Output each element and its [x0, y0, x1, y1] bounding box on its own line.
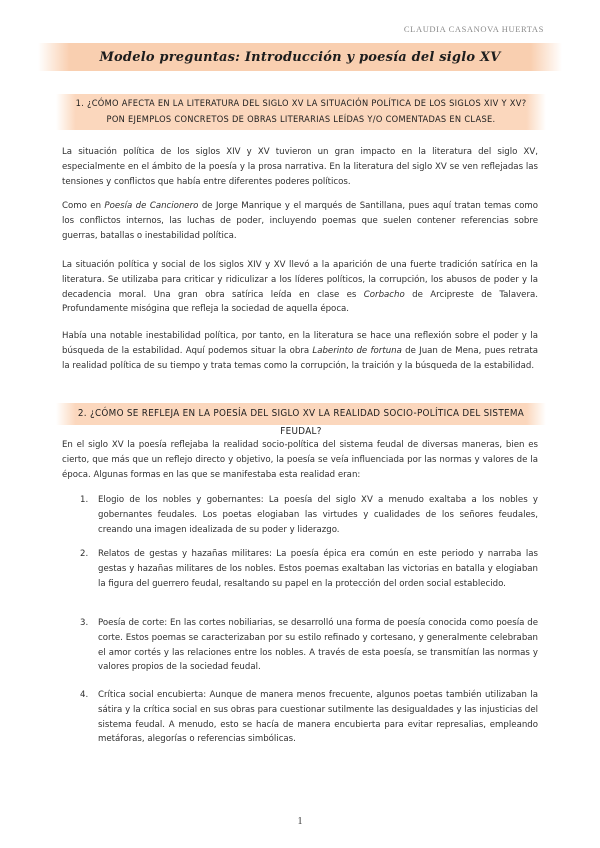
text-span: Había una notable inestabilidad política, por tanto, en la literatura se hace una reflexión sobre el poder y la búsqueda de la estabilidad. Aquí podemos situar la obra: [62, 331, 538, 356]
author-name: CLAUDIA CASANOVA HUERTAS: [403, 24, 544, 34]
text-span: de Arcipreste de Talavera. Profundamente misógina que refleja la sociedad de aquella época.: [62, 289, 538, 315]
title-banner: [38, 43, 562, 71]
answer-1-paragraph-2: [62, 199, 538, 243]
text-span: de Juan de Mena, pues retrata la realidad política de su tiempo y trata temas como la corrupción, la traición y la búsqueda de la estabilidad.: [62, 345, 538, 371]
answer-2-intro: En el siglo XV la poesía reflejaba la realidad socio-política del sistema feudal de diversas maneras, bien es cierto, que más que un reflejo directo y objetivo, la poesía se veía influenciada por las normas y valores de la época. Algunas formas en las que se manifestaba esta realidad eran:: [62, 440, 538, 480]
list-item-number: 1.: [80, 495, 89, 505]
question-1-banner: [56, 94, 546, 130]
list-item-number: 3.: [80, 618, 89, 628]
list-item: [62, 547, 538, 591]
answer-1-paragraph-4: [62, 329, 538, 373]
list-item-text: Crítica social encubierta: Aunque de manera menos frecuente, algunos poetas también utilizaban la sátira y la crítica social en sus obras para cuestionar sutilmente las desigualdades y las injusticias del sistema feudal. A menudo, esto se hacía de manera encubierta para evitar represalias, empleando metáforas, alegorías o referencias simbólicas.: [98, 690, 538, 745]
question-2-banner: [56, 403, 546, 437]
text-span: de Jorge Manrique y el marqués de Santillana, pues aquí tratan temas como los conflictos internos, las luchas de poder, incluyendo poemas que suelen contener referencias sobre guerras, batallas o inestabilidad política.: [62, 201, 538, 241]
work-title: Laberinto de fortuna: [312, 345, 402, 356]
question-2-text: 2. ¿CÓMO SE REFLEJA EN LA POESÍA DEL SIGLO XV LA REALIDAD SOCIO-POLÍTICA DEL SISTEMA FEUDAL?: [77, 408, 525, 437]
work-title: Poesía de Cancionero: [104, 201, 199, 211]
list-item: [62, 688, 538, 747]
answer-1-paragraph-3: [62, 258, 538, 317]
answer-1-paragraph-1: La situación política de los siglos XIV y XV tuvieron un gran impacto en la literatura del siglo XV, especialmente en el ámbito de la poesía y la prosa narrativa. En la literatura del siglo XV se ven reflejadas las tensiones y conflictos que había entre diferentes poderes políticos.: [62, 147, 538, 187]
list-item: [62, 493, 538, 537]
text-span: La situación política y social de los siglos XIV y XV llevó a la aparición de una fuerte tradición satírica en la literatura. Se utilizaba para criticar y ridiculizar a los líderes políticos, la corrupción, los abusos de poder y la decadencia moral. Una gran obra satírica leída en clase es: [62, 260, 538, 300]
list-item: [62, 616, 538, 675]
text-span: Como en: [62, 201, 105, 211]
work-title: Corbacho: [363, 289, 405, 300]
page-number: 1: [297, 816, 303, 827]
list-item-number: 2.: [80, 549, 89, 559]
page-title: Modelo preguntas: Introducción y poesía del siglo XV: [99, 49, 501, 65]
list-item-text: Poesía de corte: En las cortes nobiliarias, se desarrolló una forma de poesía conocida como poesía de corte. Estos poemas se caracterizaban por su estilo refinado y cortesano, y generalmente celebraban el amor cortés y las relaciones entre los nobles. A través de esta poesía, se transmitían las normas y valores propios de la sociedad feudal.: [98, 618, 538, 673]
list-item-number: 4.: [80, 690, 89, 700]
question-1-text: 1. ¿CÓMO AFECTA EN LA LITERATURA DEL SIGLO XV LA SITUACIÓN POLÍTICA DE LOS SIGLOS XIV Y XV? PON EJEMPLOS CONCRETOS DE OBRAS LITERARIAS LEÍDAS Y/O COMENTADAS EN CLASE.: [75, 98, 527, 125]
list-item-text: Relatos de gestas y hazañas militares: La poesía épica era común en este periodo y narraba las gestas y hazañas militares de los nobles. Estos poemas exaltaban las victorias en batalla y elogiaban la figura del guerrero feudal, resaltando su papel en la protección del orden social establecido.: [98, 549, 538, 589]
list-item-text: Elogio de los nobles y gobernantes: La poesía del siglo XV a menudo exaltaba a los nobles y gobernantes feudales. Los poetas elogiaban las virtudes y cualidades de los señores feudales, creando una imagen idealizada de su poder y liderazgo.: [98, 495, 538, 535]
